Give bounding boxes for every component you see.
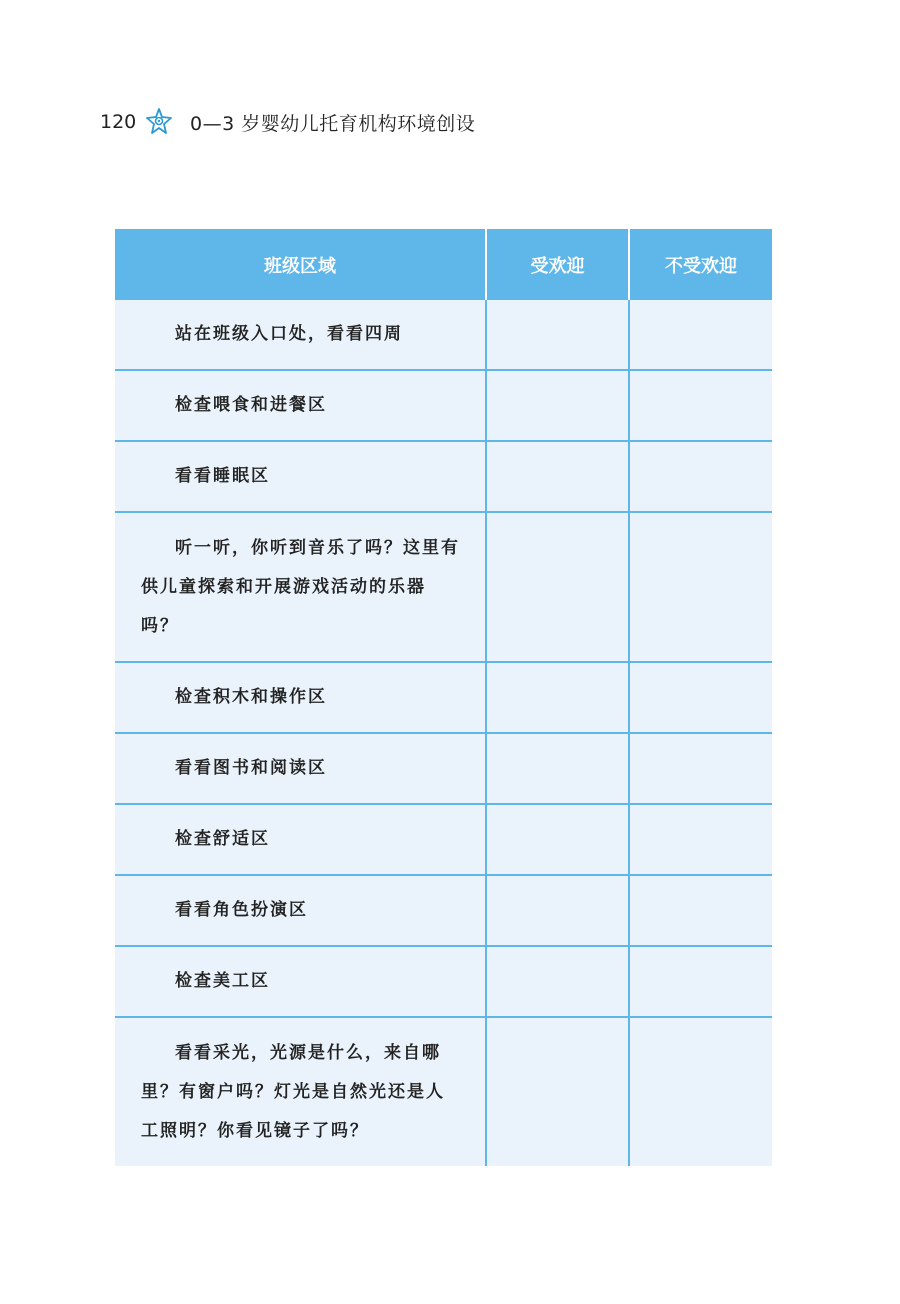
- table-row: [115, 512, 772, 662]
- column-header-region: 班级区域: [115, 229, 486, 300]
- region-cell: [115, 1017, 486, 1166]
- region-cell: [115, 512, 486, 662]
- welcome-cell[interactable]: [486, 1017, 629, 1166]
- region-cell: [115, 733, 486, 804]
- region-text: 检查喂食和进餐区: [175, 395, 327, 415]
- unwelcome-cell[interactable]: [629, 662, 772, 733]
- table-row: [115, 370, 772, 441]
- region-text: 看看睡眠区: [175, 466, 270, 486]
- table-row: [115, 1017, 772, 1166]
- table-row: [115, 300, 772, 370]
- table-row: [115, 875, 772, 946]
- region-cell: [115, 441, 486, 512]
- welcome-cell[interactable]: [486, 875, 629, 946]
- page-header: [100, 107, 475, 137]
- unwelcome-cell[interactable]: [629, 370, 772, 441]
- welcome-cell[interactable]: [486, 946, 629, 1017]
- unwelcome-cell[interactable]: [629, 875, 772, 946]
- table-row: [115, 662, 772, 733]
- region-text: 检查积木和操作区: [175, 687, 327, 707]
- column-header-unwelcome: 不受欢迎: [629, 229, 772, 300]
- region-text: 看看角色扮演区: [175, 900, 308, 920]
- book-title: 0—3 岁婴幼儿托育机构环境创设: [190, 112, 476, 135]
- region-text: 听一听，你听到音乐了吗？这里有供儿童探索和开展游戏活动的乐器吗？: [141, 537, 460, 636]
- region-text: 检查舒适区: [175, 829, 270, 849]
- welcome-cell[interactable]: [486, 662, 629, 733]
- unwelcome-cell[interactable]: [629, 946, 772, 1017]
- welcome-cell[interactable]: [486, 370, 629, 441]
- welcome-cell[interactable]: [486, 441, 629, 512]
- column-header-welcome: 受欢迎: [486, 229, 629, 300]
- blue-star-logo-icon: [144, 107, 174, 137]
- unwelcome-cell[interactable]: [629, 512, 772, 662]
- table-row: [115, 441, 772, 512]
- classroom-checklist-table: [115, 229, 772, 1166]
- region-text: 看看采光，光源是什么，来自哪里？有窗户吗？灯光是自然光还是人工照明？你看见镜子了吗？: [141, 1042, 445, 1141]
- welcome-cell[interactable]: [486, 512, 629, 662]
- region-cell: [115, 946, 486, 1017]
- region-cell: [115, 370, 486, 441]
- region-cell: [115, 875, 486, 946]
- region-text: 看看图书和阅读区: [175, 758, 327, 778]
- welcome-cell[interactable]: [486, 804, 629, 875]
- region-cell: [115, 662, 486, 733]
- welcome-cell[interactable]: [486, 733, 629, 804]
- unwelcome-cell[interactable]: [629, 733, 772, 804]
- table-row: [115, 946, 772, 1017]
- region-cell: [115, 300, 486, 370]
- region-text: 检查美工区: [175, 971, 270, 991]
- page-number: 120: [100, 111, 137, 133]
- region-cell: [115, 804, 486, 875]
- unwelcome-cell[interactable]: [629, 804, 772, 875]
- table-row: [115, 804, 772, 875]
- region-text: 站在班级入口处，看看四周: [175, 324, 403, 344]
- unwelcome-cell[interactable]: [629, 1017, 772, 1166]
- unwelcome-cell[interactable]: [629, 441, 772, 512]
- unwelcome-cell[interactable]: [629, 300, 772, 370]
- table-header-row: [115, 229, 772, 300]
- table-row: [115, 733, 772, 804]
- welcome-cell[interactable]: [486, 300, 629, 370]
